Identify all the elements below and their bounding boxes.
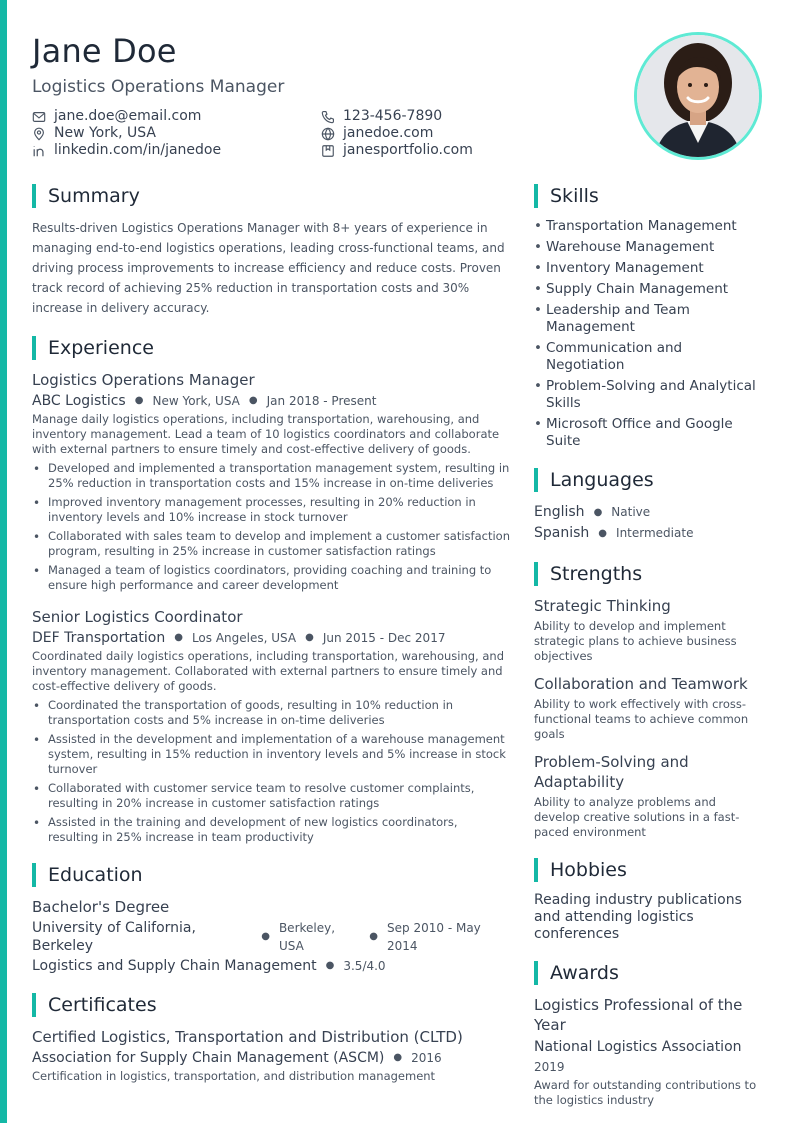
separator-dot: ● [305, 632, 314, 643]
job-entry [32, 370, 510, 593]
phone-icon [321, 110, 335, 124]
experience-heading: Experience [32, 336, 510, 360]
languages-section [534, 468, 762, 544]
skill-item: • Inventory Management [534, 260, 762, 277]
contact-portfolio-text: janesportfolio.com [343, 142, 473, 158]
mail-icon [32, 110, 46, 124]
skill-item: • Transportation Management [534, 218, 762, 235]
achievement-item: • Assisted in the development and implementation of a warehouse management system, resulting in 15% reduction in inventory levels and 5% increase in stock turnover [32, 732, 510, 777]
contact-phone[interactable] [321, 108, 601, 125]
strength-title: Collaboration and Teamwork [534, 675, 748, 693]
job-location: Los Angeles, USA [191, 631, 297, 645]
achievement-item: • Collaborated with customer service team to resolve customer complaints, resulting in 20% increase in customer satisfaction ratings [32, 781, 510, 811]
contact-phone-text: 123-456-7890 [343, 108, 443, 124]
education-heading: Education [32, 863, 510, 887]
skill-item: • Warehouse Management [534, 239, 762, 256]
job-achievements [32, 461, 510, 593]
skill-item: • Leadership and Team Management [534, 302, 762, 336]
awards-section [534, 961, 762, 1108]
contact-email-text: jane.doe@email.com [54, 108, 202, 124]
education-gpa: 3.5/4.0 [343, 959, 386, 973]
certificate-year: 2016 [411, 1051, 442, 1065]
job-entry [32, 607, 510, 845]
contact-portfolio[interactable] [321, 142, 601, 159]
job-company: DEF Transportation [32, 630, 166, 646]
contact-email[interactable] [32, 108, 321, 125]
education-dates: Sep 2010 - May 2014 [387, 921, 481, 953]
education-field: Logistics and Supply Chain Management [32, 958, 317, 974]
certificate-meta [32, 1049, 510, 1067]
skills-heading: Skills [534, 184, 762, 208]
skills-section [534, 184, 762, 450]
skill-item: • Problem-Solving and Analytical Skills [534, 378, 762, 412]
map-pin-icon [32, 127, 46, 141]
language-level: Native [611, 505, 651, 519]
portfolio-icon [321, 144, 335, 158]
achievement-item: • Assisted in the training and development of new logistics coordinators, resulting in 25% increase in team productivity [32, 815, 510, 845]
job-description: Manage daily logistics operations, including transportation, warehousing, and inventory management. Lead a team of 10 logistics coordinators and collaborate with external partners to ensure timely and cost-effective delivery of goods. [32, 412, 500, 456]
education-section [32, 863, 510, 975]
education-location: Berkeley, USA [278, 921, 336, 953]
skill-item: • Microsoft Office and Google Suite [534, 416, 762, 450]
left-column [32, 184, 510, 1102]
certificate-description: Certification in logistics, transportation, and distribution management [32, 1069, 436, 1083]
separator-dot: ● [248, 395, 258, 406]
separator-dot: ● [174, 632, 183, 643]
award-organization: National Logistics Association [534, 1039, 742, 1055]
job-description: Coordinated daily logistics operations, including transportation, warehousing, and inventory management. Collaborated with external partners to ensure timely and cost-effective delivery of goods. [32, 649, 504, 693]
contact-linkedin-text: linkedin.com/in/janedoe [54, 142, 222, 158]
separator-dot: ● [598, 528, 608, 539]
hobbies-heading: Hobbies [534, 858, 762, 882]
contact-location-text: New York, USA [54, 125, 156, 141]
right-column [534, 184, 762, 1123]
contact-linkedin[interactable] [32, 142, 321, 159]
linkedin-icon [32, 144, 46, 158]
achievement-item: • Improved inventory management processes, resulting in 20% reduction in inventory levels and 10% increase in stock turnover [32, 495, 510, 525]
skill-item: • Supply Chain Management [534, 281, 762, 298]
hobbies-section [534, 858, 762, 943]
experience-section [32, 336, 510, 845]
contact-list [32, 108, 612, 159]
job-meta [32, 629, 510, 647]
separator-dot: ● [369, 931, 379, 942]
achievement-item: • Collaborated with sales team to develop and implement a customer satisfaction program, resulting in 25% increase in customer satisfaction ratings [32, 529, 510, 559]
strength-title: Problem-Solving and Adaptability [534, 753, 689, 791]
certificates-section [32, 993, 510, 1084]
certificate-name: Certified Logistics, Transportation and Distribution (CLTD) [32, 1028, 463, 1046]
achievement-item: • Coordinated the transportation of goods, resulting in 10% reduction in transportation costs and 5% increase in on-time deliveries [32, 698, 510, 728]
job-achievements [32, 698, 510, 845]
separator-dot: ● [261, 931, 270, 942]
strength-item [534, 596, 762, 664]
accent-bar [0, 0, 7, 1123]
languages-heading: Languages [534, 468, 762, 492]
summary-heading: Summary [32, 184, 510, 208]
education-degree: Bachelor's Degree [32, 898, 170, 916]
education-meta [32, 919, 510, 955]
job-dates: Jun 2015 - Dec 2017 [322, 631, 446, 645]
job-meta [32, 392, 510, 410]
strength-item [534, 674, 762, 742]
certificates-heading: Certificates [32, 993, 510, 1017]
job-title: Senior Logistics Coordinator [32, 608, 243, 626]
resume-page [32, 32, 762, 1107]
globe-icon [321, 127, 335, 141]
awards-heading: Awards [534, 961, 762, 985]
education-field-meta [32, 957, 510, 975]
summary-text: Results-driven Logistics Operations Manager with 8+ years of experience in managing end-to-end logistics operations, leading cross-functional teams, and driving process improvements to increase efficiency and reduce costs. Proven track record of achieving 25% reduction in transportation costs and 30% increase in delivery accuracy. [32, 221, 505, 315]
candidate-name: Jane Doe [32, 32, 177, 70]
skills-list [534, 218, 762, 450]
separator-dot: ● [134, 395, 144, 406]
strength-description: Ability to work effectively with cross-functional teams to achieve common goals [534, 697, 749, 741]
education-school: University of California, Berkeley [32, 920, 196, 954]
strength-item [534, 752, 762, 840]
profile-photo-image [637, 35, 759, 157]
strength-description: Ability to develop and implement strategic plans to achieve business objectives [534, 619, 737, 663]
job-location: New York, USA [152, 394, 240, 408]
candidate-role: Logistics Operations Manager [32, 77, 285, 97]
contact-location [32, 125, 321, 142]
contact-website[interactable] [321, 125, 601, 142]
language-name: Spanish [534, 525, 590, 541]
strengths-heading: Strengths [534, 562, 762, 586]
summary-section [32, 184, 510, 318]
language-item [534, 502, 762, 523]
language-item [534, 523, 762, 544]
achievement-item: • Managed a team of logistics coordinators, providing coaching and training to ensure high performance and career development [32, 563, 510, 593]
skill-item: • Communication and Negotiation [534, 340, 762, 374]
strengths-section [534, 562, 762, 840]
achievement-item: • Developed and implemented a transportation management system, resulting in 25% reduction in transportation costs and 15% increase in on-time deliveries [32, 461, 510, 491]
separator-dot: ● [325, 960, 335, 971]
job-dates: Jan 2018 - Present [266, 394, 377, 408]
contact-website-text: janedoe.com [343, 125, 434, 141]
job-company: ABC Logistics [32, 393, 126, 409]
hobbies-text: Reading industry publications and attending logistics conferences [534, 892, 742, 942]
resume-header [32, 32, 762, 164]
separator-dot: ● [593, 507, 603, 518]
language-level: Intermediate [616, 526, 694, 540]
award-name: Logistics Professional of the Year [534, 996, 743, 1034]
language-name: English [534, 504, 585, 520]
job-title: Logistics Operations Manager [32, 371, 255, 389]
strength-description: Ability to analyze problems and develop creative solutions in a fast-paced environment [534, 795, 740, 839]
strength-title: Strategic Thinking [534, 597, 671, 615]
award-description: Award for outstanding contributions to the logistics industry [534, 1078, 757, 1107]
separator-dot: ● [393, 1052, 403, 1063]
award-year: 2019 [534, 1060, 565, 1074]
certificate-issuer: Association for Supply Chain Management (ASCM) [32, 1050, 385, 1066]
profile-photo [634, 32, 762, 160]
